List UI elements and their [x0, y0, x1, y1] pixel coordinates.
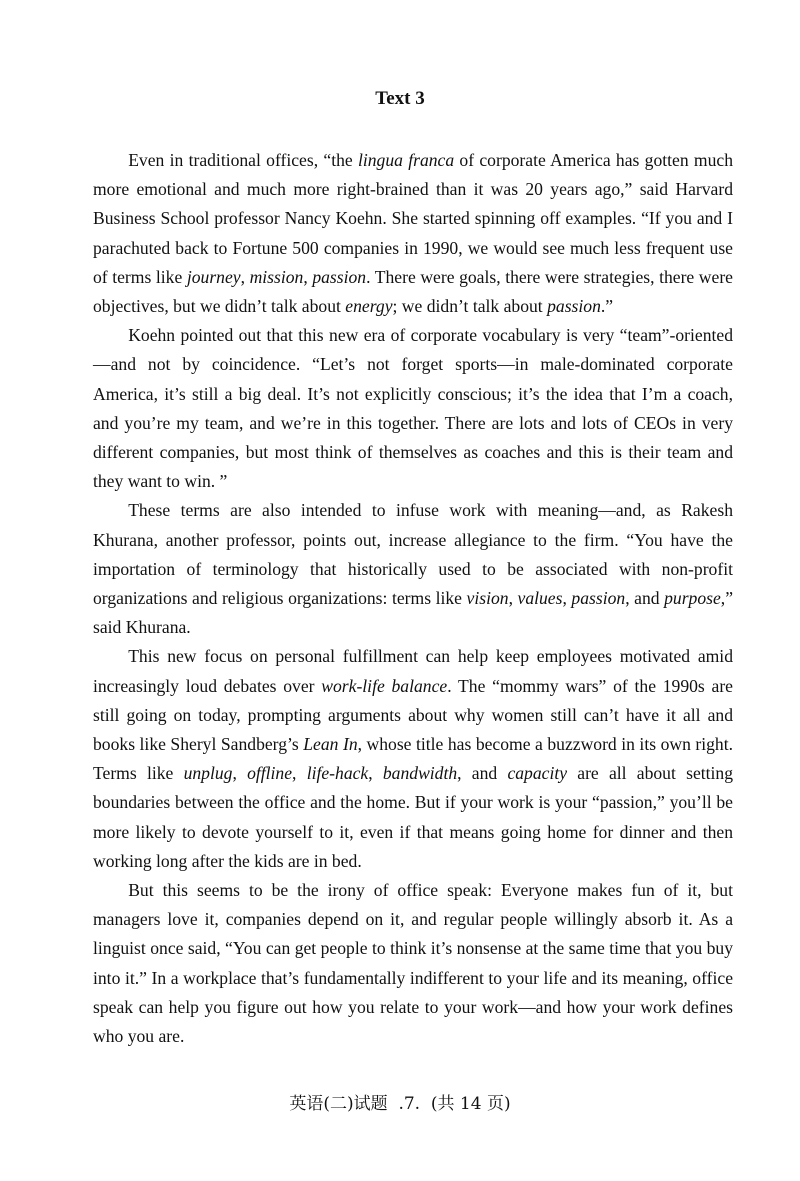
section-title: Text 3: [375, 88, 425, 109]
text-run: Even in traditional offices, “the: [128, 150, 358, 170]
text-run: ,: [508, 588, 518, 609]
italic-term: passion: [312, 266, 367, 287]
italic-term: capacity: [507, 763, 568, 784]
italic-term: purpose: [664, 588, 721, 609]
page-footer: 英语(二)试题 .7. (共 14 页): [289, 1094, 511, 1114]
text-run: ,: [562, 588, 572, 609]
italic-term: bandwidth: [382, 763, 458, 784]
text-run: These terms are also intended to infuse work with meaning—and, as Rakesh Khurana, another professor, points out, increase allegiance to the firm. “You have the importation of terminology that historically used to be associated with non-profit organizations and religious organizations: terms like: [93, 500, 733, 609]
paragraph-3: [93, 496, 733, 642]
text-run: , and: [625, 588, 665, 609]
passage-body: [93, 146, 733, 1051]
text-run: ,: [292, 763, 307, 784]
italic-term: energy: [345, 296, 393, 317]
italic-term: vision: [466, 588, 509, 609]
italic-term: unplug: [183, 763, 233, 784]
italic-term: journey: [186, 266, 241, 287]
text-run: ,: [368, 763, 383, 784]
text-run: ,: [232, 763, 248, 784]
text-run: ; we didn’t talk about: [392, 296, 548, 317]
text-run: ,: [240, 266, 250, 287]
text-run: of corporate America has gotten much more emotional and much more right-brained than it was 20 years ago,” said Harvard Business School professor Nancy Koehn. She started spinning off examples. “If you and I parachuted back to Fortune 500 companies in 1990, we would see much less frequent use of terms like: [93, 150, 734, 287]
text-run: ,” said Khurana.: [93, 588, 734, 638]
text-run: are all about setting boundaries between the office and the home. But if your work is your “passion,” you’ll be more likely to devote yourself to it, even if that means going home for dinner and then working long after the kids are in bed.: [93, 763, 734, 871]
italic-term: work-life balance: [321, 675, 448, 696]
text-run: . There were goals, there were strategies, there were objectives, but we didn’t talk about: [93, 266, 733, 317]
italic-term: values: [517, 588, 563, 609]
text-run: But this seems to be the irony of office speak: Everyone makes fun of it, but managers love it, companies depend on it, and regular people willingly absorb it. As a linguist once said, “You can get people to think it’s nonsense at the same time that you buy into it.” In a workplace that’s fundamentally indifferent to your life and its meaning, office speak can help you figure out how you relate to your work—and how your work defines who you are.: [93, 880, 733, 1047]
italic-term: mission: [249, 266, 304, 287]
text-run: , whose title has become a buzzword in its own right. Terms like: [93, 734, 734, 784]
italic-term: offline: [247, 763, 293, 784]
italic-term: lingua franca: [357, 150, 455, 170]
text-run: .”: [600, 296, 614, 317]
text-run: ,: [303, 266, 313, 287]
text-run: . The “mommy wars” of the 1990s are still going on today, prompting arguments about why women still can’t have it all and books like Sheryl Sandberg’s: [93, 675, 733, 755]
italic-term: life-hack: [306, 763, 369, 784]
paragraph-2: [93, 321, 733, 496]
italic-term: Lean In: [303, 734, 358, 755]
text-run: This new focus on personal fulfillment can help keep employees motivated amid increasingly loud debates over: [93, 646, 733, 696]
paragraph-1: [93, 146, 733, 321]
italic-term: passion: [571, 588, 626, 609]
paragraph-4: [93, 642, 733, 876]
italic-term: passion: [547, 296, 601, 317]
paragraph-5: [93, 876, 733, 1051]
text-run: , and: [457, 763, 508, 784]
text-run: Koehn pointed out that this new era of corporate vocabulary is very “team”-oriented—and not by coincidence. “Let’s not forget sports—in male-dominated corporate America, it’s still a big deal. It’s not explicitly conscious; it’s the idea that I’m a coach, and you’re my team, and we’re in this together. There are lots and lots of CEOs in very different companies, but most think of themselves as coaches and this is their team and they want to win. ”: [93, 325, 733, 492]
